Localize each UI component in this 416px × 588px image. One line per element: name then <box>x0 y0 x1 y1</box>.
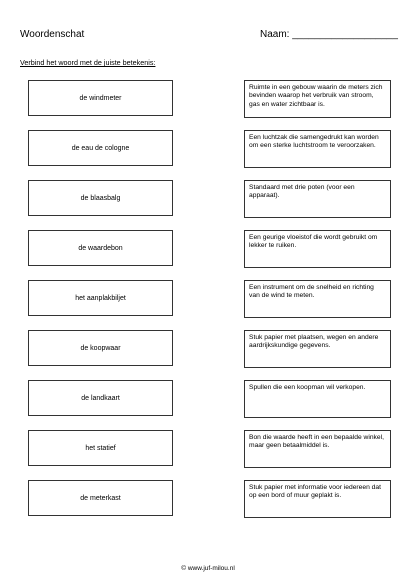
instruction-text: Verbind het woord met de juiste betekenis: <box>20 58 156 67</box>
word-box: de eau de cologne <box>28 130 173 166</box>
meaning-column <box>244 80 391 530</box>
word-box: de meterkast <box>28 480 173 516</box>
meaning-box: Ruimte in een gebouw waarin de meters zich bevinden waarop het verbruik van stroom, gas en water zichtbaar is. <box>244 80 391 118</box>
word-box: de windmeter <box>28 80 173 116</box>
name-field-label: Naam: ___________________ <box>260 29 398 40</box>
meaning-box: Bon die waarde heeft in een bepaalde winkel, maar geen betaalmiddel is. <box>244 430 391 468</box>
meaning-box: Een luchtzak die samengedrukt kan worden om een sterke luchtstroom te veroorzaken. <box>244 130 391 168</box>
meaning-box: Een instrument om de snelheid en richting van de wind te meten. <box>244 280 391 318</box>
word-box: de landkaart <box>28 380 173 416</box>
meaning-box: Spullen die een koopman wil verkopen. <box>244 380 391 418</box>
meaning-box: Een geurige vloeistof die wordt gebruikt om lekker te ruiken. <box>244 230 391 268</box>
word-box: het aanplakbiljet <box>28 280 173 316</box>
word-box: de blaasbalg <box>28 180 173 216</box>
word-box: de waardebon <box>28 230 173 266</box>
word-box: het statief <box>28 430 173 466</box>
page-title: Woordenschat <box>20 29 85 40</box>
word-box: de koopwaar <box>28 330 173 366</box>
meaning-box: Stuk papier met informatie voor iedereen dat op een bord of muur geplakt is. <box>244 480 391 518</box>
word-column <box>28 80 173 530</box>
copyright-footer: © www.juf-milou.nl <box>181 565 235 572</box>
meaning-box: Standaard met drie poten (voor een apparaat). <box>244 180 391 218</box>
meaning-box: Stuk papier met plaatsen, wegen en andere aardrijkskundige gegevens. <box>244 330 391 368</box>
